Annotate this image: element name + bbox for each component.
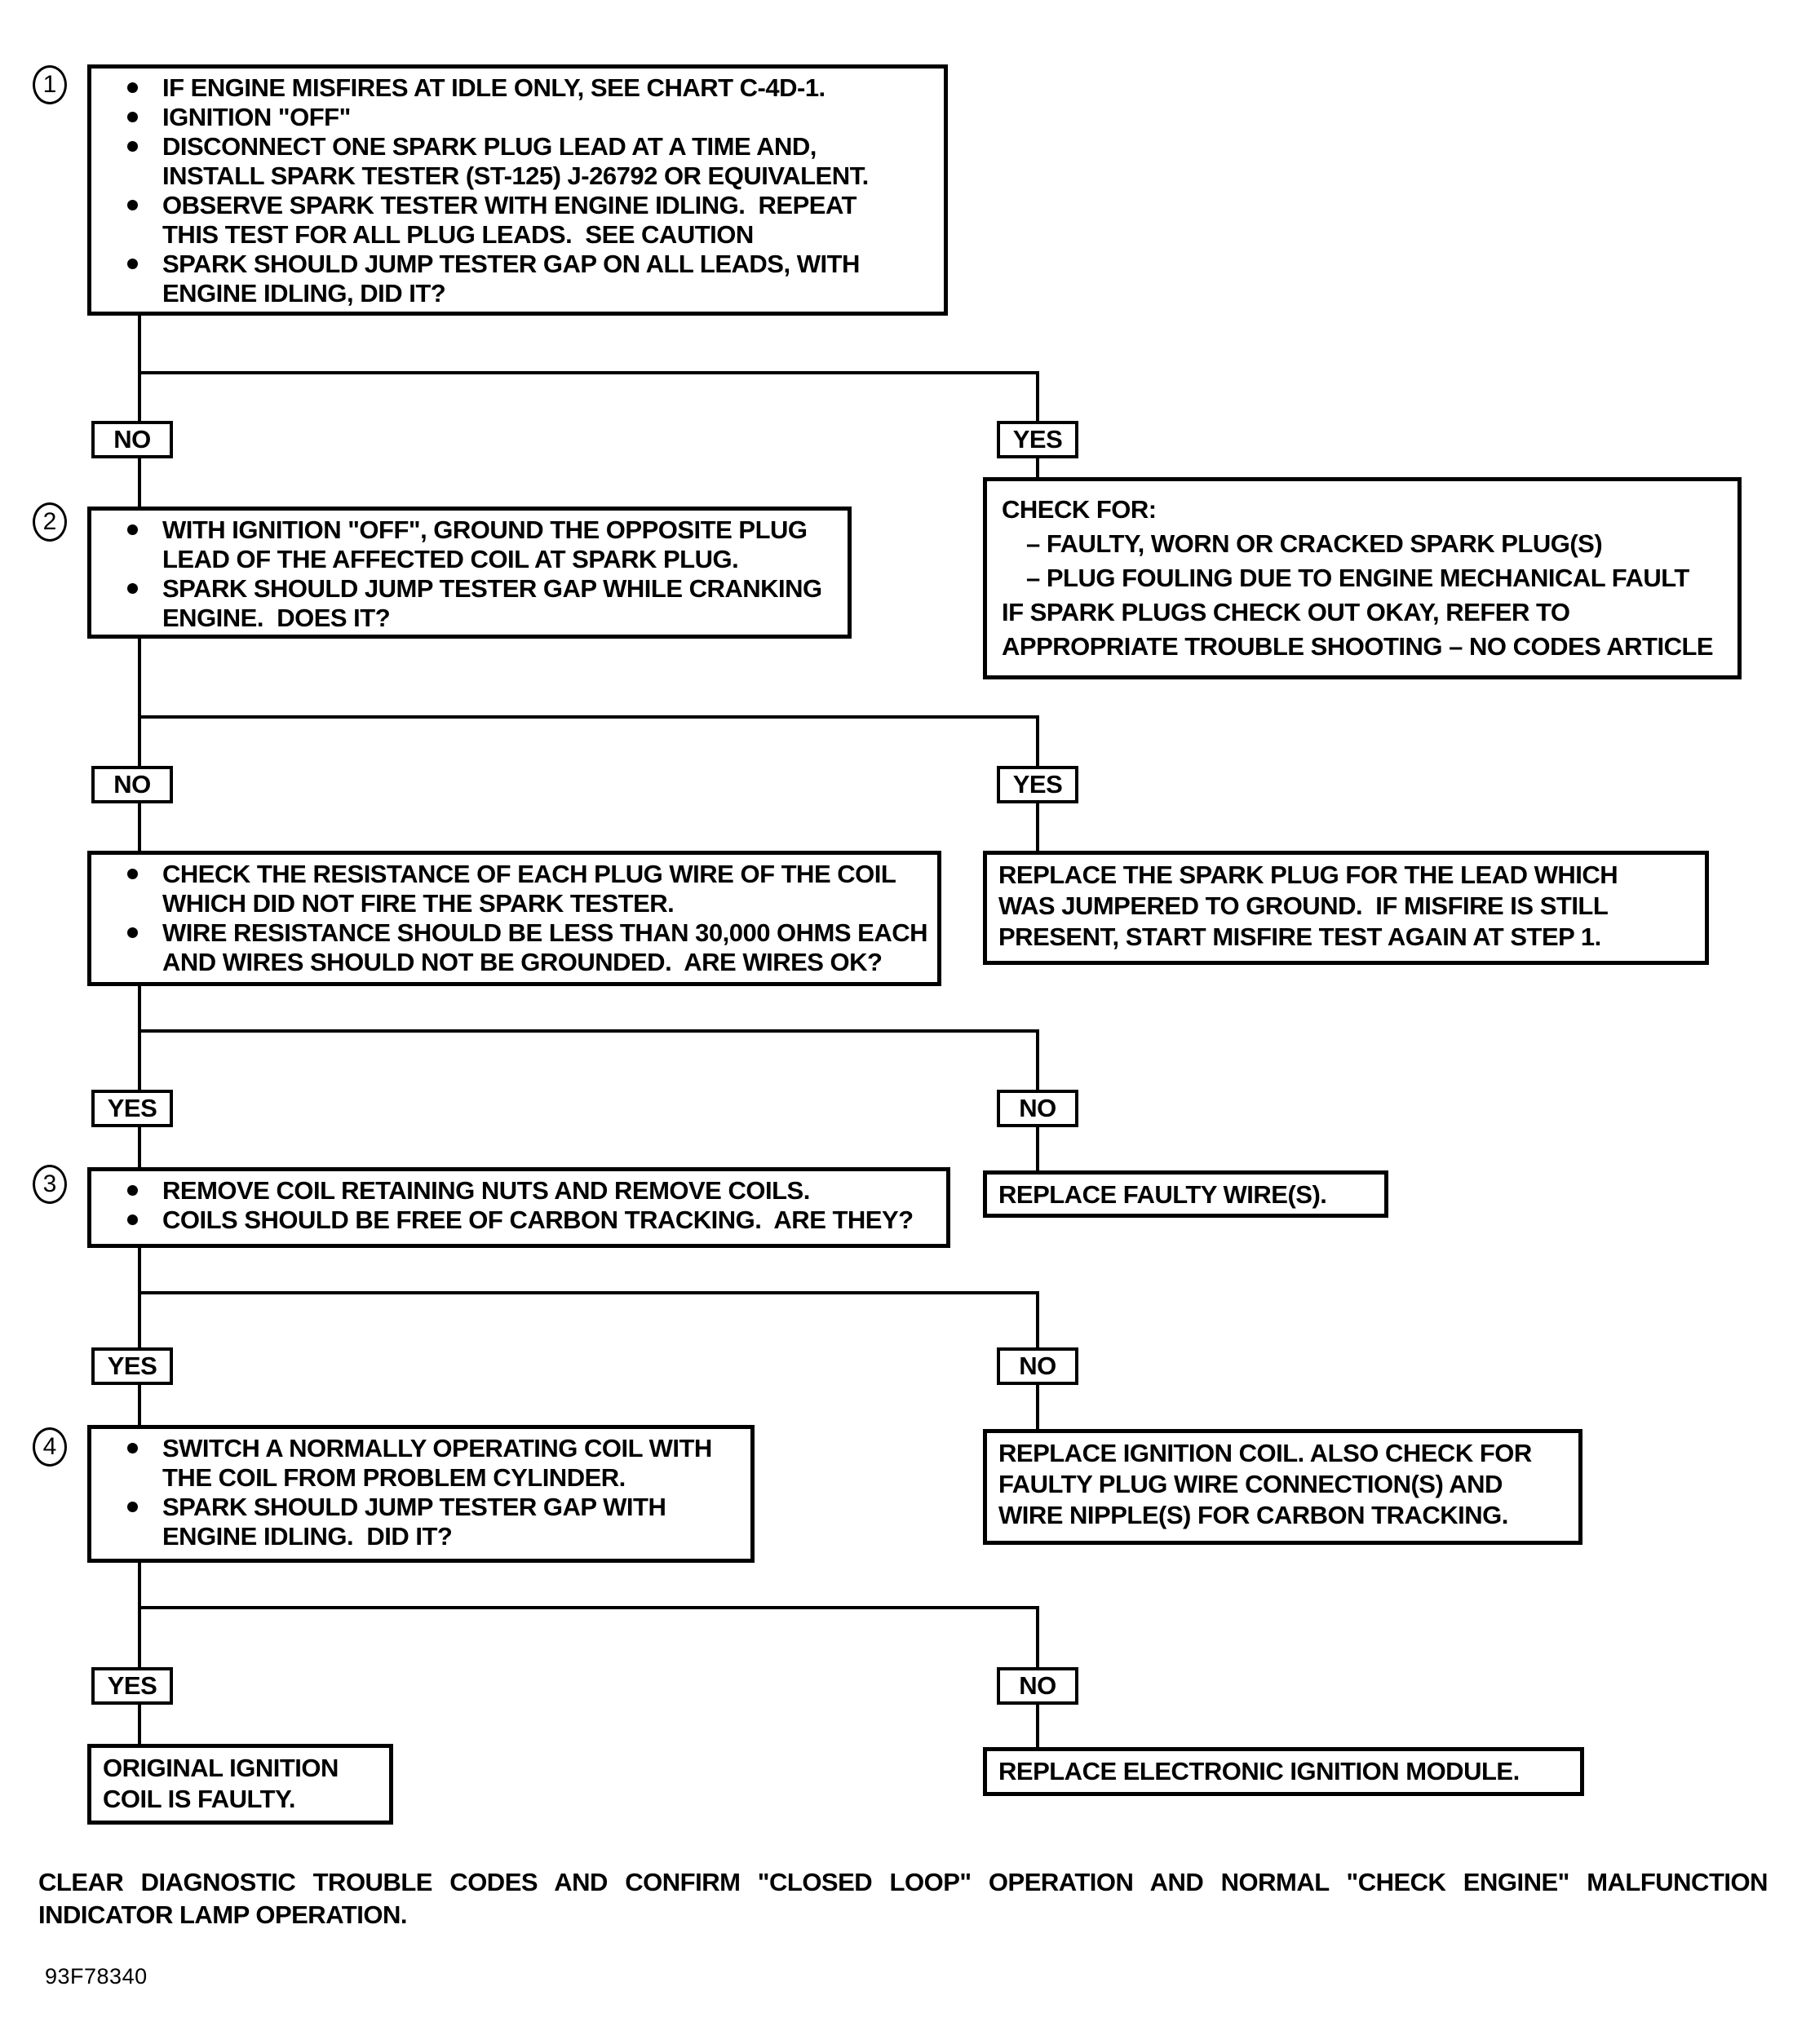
step2-box xyxy=(87,507,852,639)
bullet-icon xyxy=(127,869,138,879)
text-line: PRESENT, START MISFIRE TEST AGAIN AT STEP 1. xyxy=(998,922,1601,951)
step1-number-badge: 1 xyxy=(33,65,67,104)
check-resistance-box xyxy=(87,851,941,986)
bullet-line: WITH IGNITION "OFF", GROUND THE OPPOSITE PLUG xyxy=(162,515,808,544)
text-line: ORIGINAL IGNITION xyxy=(103,1754,339,1782)
bullet-item xyxy=(103,191,932,250)
figure-code: 93F78340 xyxy=(45,1964,148,1989)
no-label-row5: NO xyxy=(997,1667,1078,1705)
text-line: WIRE NIPPLE(S) FOR CARBON TRACKING. xyxy=(998,1501,1508,1529)
no-label-row1: NO xyxy=(91,421,173,458)
bullet-item xyxy=(103,918,926,977)
bullet-icon xyxy=(127,141,138,152)
yes-label-row1: YES xyxy=(997,421,1078,458)
bullet-icon xyxy=(127,112,138,122)
replace-eim-box xyxy=(983,1747,1584,1796)
text-line: REPLACE THE SPARK PLUG FOR THE LEAD WHICH xyxy=(998,861,1618,889)
replace-ignition-coil-box xyxy=(983,1429,1582,1545)
yes-label-row4: YES xyxy=(91,1347,173,1385)
text-line: REPLACE FAULTY WIRE(S). xyxy=(998,1180,1327,1209)
check-for-line: APPROPRIATE TROUBLE SHOOTING – NO CODES ARTICLE xyxy=(1002,632,1714,661)
step4-number-badge: 4 xyxy=(33,1427,67,1467)
bullet-line: THIS TEST FOR ALL PLUG LEADS. SEE CAUTION xyxy=(162,220,754,249)
bullet-icon xyxy=(127,1214,138,1225)
bullet-item xyxy=(103,1434,739,1493)
bullet-item xyxy=(103,103,932,132)
step3-box xyxy=(87,1167,950,1248)
bullet-item xyxy=(103,1493,739,1551)
bullet-item xyxy=(103,1206,935,1235)
no-label-row2: NO xyxy=(91,766,173,803)
yes-label-row2: YES xyxy=(997,766,1078,803)
original-coil-faulty-box xyxy=(87,1744,393,1825)
bullet-icon xyxy=(127,927,138,938)
bullet-line: IF ENGINE MISFIRES AT IDLE ONLY, SEE CHART C-4D-1. xyxy=(162,73,826,102)
yes-label-row3: YES xyxy=(91,1090,173,1127)
bullet-line: ENGINE IDLING, DID IT? xyxy=(162,279,446,307)
footer-note xyxy=(38,1866,1768,1931)
bullet-icon xyxy=(127,1443,138,1453)
text-line: WAS JUMPERED TO GROUND. IF MISFIRE IS STILL xyxy=(998,891,1609,920)
check-for-box xyxy=(983,477,1742,679)
bullet-line: SPARK SHOULD JUMP TESTER GAP ON ALL LEADS, WITH xyxy=(162,250,860,278)
bullet-line: ENGINE. DOES IT? xyxy=(162,604,391,632)
bullet-icon xyxy=(127,524,138,535)
bullet-line: DISCONNECT ONE SPARK PLUG LEAD AT A TIME AND, xyxy=(162,132,817,161)
bullet-icon xyxy=(127,259,138,269)
step4-box xyxy=(87,1425,755,1563)
bullet-line: SPARK SHOULD JUMP TESTER GAP WHILE CRANKING xyxy=(162,574,822,603)
bullet-line: CHECK THE RESISTANCE OF EACH PLUG WIRE OF THE COIL xyxy=(162,860,896,888)
yes-label-row5: YES xyxy=(91,1667,173,1705)
replace-faulty-wires-box xyxy=(983,1170,1388,1218)
check-for-line: IF SPARK PLUGS CHECK OUT OKAY, REFER TO xyxy=(1002,598,1570,626)
step2-number-badge: 2 xyxy=(33,502,67,542)
bullet-item xyxy=(103,73,932,103)
text-line: REPLACE ELECTRONIC IGNITION MODULE. xyxy=(998,1757,1520,1785)
bullet-item xyxy=(103,574,836,633)
bullet-icon xyxy=(127,1502,138,1512)
bullet-line: OBSERVE SPARK TESTER WITH ENGINE IDLING. REPEAT xyxy=(162,191,857,219)
bullet-icon xyxy=(127,200,138,210)
replace-spark-plug-box xyxy=(983,851,1709,965)
text-line: FAULTY PLUG WIRE CONNECTION(S) AND xyxy=(998,1470,1503,1498)
bullet-line: REMOVE COIL RETAINING NUTS AND REMOVE COILS. xyxy=(162,1176,810,1205)
bullet-item xyxy=(103,1176,935,1206)
bullet-line: WIRE RESISTANCE SHOULD BE LESS THAN 30,000 OHMS EACH xyxy=(162,918,928,947)
step1-box xyxy=(87,64,948,316)
footer-line: INDICATOR LAMP OPERATION. xyxy=(38,1900,407,1929)
bullet-line: ENGINE IDLING. DID IT? xyxy=(162,1522,453,1551)
no-label-row3: NO xyxy=(997,1090,1078,1127)
check-for-line: – PLUG FOULING DUE TO ENGINE MECHANICAL FAULT xyxy=(1026,564,1689,592)
bullet-icon xyxy=(127,82,138,93)
bullet-line: THE COIL FROM PROBLEM CYLINDER. xyxy=(162,1463,626,1492)
bullet-item xyxy=(103,515,836,574)
bullet-line: INSTALL SPARK TESTER (ST-125) J-26792 OR EQUIVALENT. xyxy=(162,161,869,190)
bullet-line: SWITCH A NORMALLY OPERATING COIL WITH xyxy=(162,1434,712,1462)
bullet-icon xyxy=(127,583,138,594)
text-line: COIL IS FAULTY. xyxy=(103,1785,295,1813)
bullet-item xyxy=(103,860,926,918)
no-label-row4: NO xyxy=(997,1347,1078,1385)
step3-number-badge: 3 xyxy=(33,1165,67,1204)
footer-line: CLEAR DIAGNOSTIC TROUBLE CODES AND CONFIRM "CLOSED LOOP" OPERATION AND NORMAL "CHECK ENGINE" MALFUNCTION xyxy=(38,1868,1768,1896)
bullet-line: IGNITION "OFF" xyxy=(162,103,351,131)
bullet-item xyxy=(103,250,932,308)
check-for-line: – FAULTY, WORN OR CRACKED SPARK PLUG(S) xyxy=(1026,529,1603,558)
bullet-item xyxy=(103,132,932,191)
bullet-line: LEAD OF THE AFFECTED COIL AT SPARK PLUG. xyxy=(162,545,739,573)
bullet-line: SPARK SHOULD JUMP TESTER GAP WITH xyxy=(162,1493,666,1521)
check-for-line: CHECK FOR: xyxy=(1002,495,1157,524)
bullet-icon xyxy=(127,1185,138,1196)
bullet-line: COILS SHOULD BE FREE OF CARBON TRACKING. ARE THEY? xyxy=(162,1206,914,1234)
bullet-line: AND WIRES SHOULD NOT BE GROUNDED. ARE WIRES OK? xyxy=(162,948,883,976)
text-line: REPLACE IGNITION COIL. ALSO CHECK FOR xyxy=(998,1439,1532,1467)
bullet-line: WHICH DID NOT FIRE THE SPARK TESTER. xyxy=(162,889,675,918)
